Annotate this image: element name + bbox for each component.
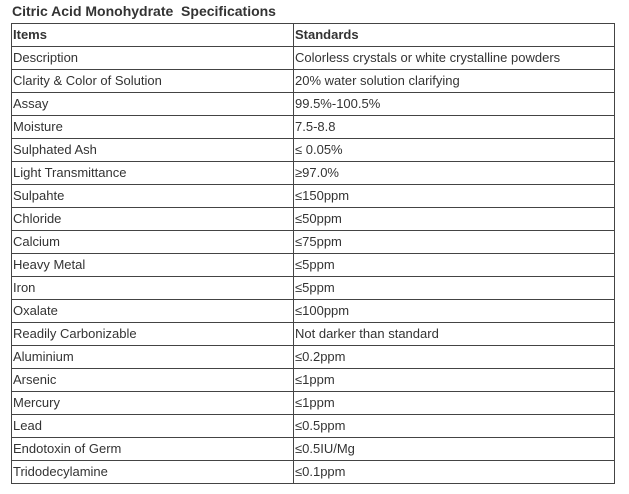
item-cell: Mercury (12, 392, 294, 415)
table-row (12, 438, 615, 461)
standard-cell: 20% water solution clarifying (294, 70, 615, 93)
table-row (12, 392, 615, 415)
item-cell: Aluminium (12, 346, 294, 369)
item-cell: Lead (12, 415, 294, 438)
item-cell: Tridodecylamine (12, 461, 294, 484)
standard-cell: ≤0.5ppm (294, 415, 615, 438)
item-cell: Oxalate (12, 300, 294, 323)
header-items: Items (12, 24, 294, 47)
item-cell: Description (12, 47, 294, 70)
standard-cell: 7.5-8.8 (294, 116, 615, 139)
table-header-row (12, 24, 615, 47)
table-row (12, 346, 615, 369)
header-standards: Standards (294, 24, 615, 47)
item-cell: Calcium (12, 231, 294, 254)
standard-cell: Colorless crystals or white crystalline powders (294, 47, 615, 70)
item-cell: Light Transmittance (12, 162, 294, 185)
item-cell: Sulpahte (12, 185, 294, 208)
table-row (12, 254, 615, 277)
table-row (12, 185, 615, 208)
table-row (12, 162, 615, 185)
item-cell: Heavy Metal (12, 254, 294, 277)
table-row (12, 47, 615, 70)
table-row (12, 139, 615, 162)
standard-cell: ≤5ppm (294, 254, 615, 277)
standard-cell: Not darker than standard (294, 323, 615, 346)
table-row (12, 116, 615, 139)
standard-cell: ≤100ppm (294, 300, 615, 323)
standard-cell: ≥97.0% (294, 162, 615, 185)
item-cell: Endotoxin of Germ (12, 438, 294, 461)
standard-cell: 99.5%-100.5% (294, 93, 615, 116)
standard-cell: ≤ 0.05% (294, 139, 615, 162)
item-cell: Chloride (12, 208, 294, 231)
item-cell: Moisture (12, 116, 294, 139)
table-row (12, 208, 615, 231)
table-row (12, 70, 615, 93)
table-row (12, 323, 615, 346)
standard-cell: ≤0.2ppm (294, 346, 615, 369)
item-cell: Sulphated Ash (12, 139, 294, 162)
item-cell: Iron (12, 277, 294, 300)
standard-cell: ≤1ppm (294, 369, 615, 392)
table-row (12, 415, 615, 438)
item-cell: Assay (12, 93, 294, 116)
item-cell: Arsenic (12, 369, 294, 392)
table-row (12, 461, 615, 484)
standard-cell: ≤50ppm (294, 208, 615, 231)
table-row (12, 93, 615, 116)
standard-cell: ≤5ppm (294, 277, 615, 300)
standard-cell: ≤150ppm (294, 185, 615, 208)
table-row (12, 300, 615, 323)
standard-cell: ≤1ppm (294, 392, 615, 415)
table-row (12, 231, 615, 254)
item-cell: Clarity & Color of Solution (12, 70, 294, 93)
item-cell: Readily Carbonizable (12, 323, 294, 346)
table-row (12, 369, 615, 392)
table-row (12, 277, 615, 300)
standard-cell: ≤75ppm (294, 231, 615, 254)
standard-cell: ≤0.5IU/Mg (294, 438, 615, 461)
standard-cell: ≤0.1ppm (294, 461, 615, 484)
page-title: Citric Acid Monohydrate Specifications (12, 3, 276, 19)
specifications-table (11, 23, 615, 484)
